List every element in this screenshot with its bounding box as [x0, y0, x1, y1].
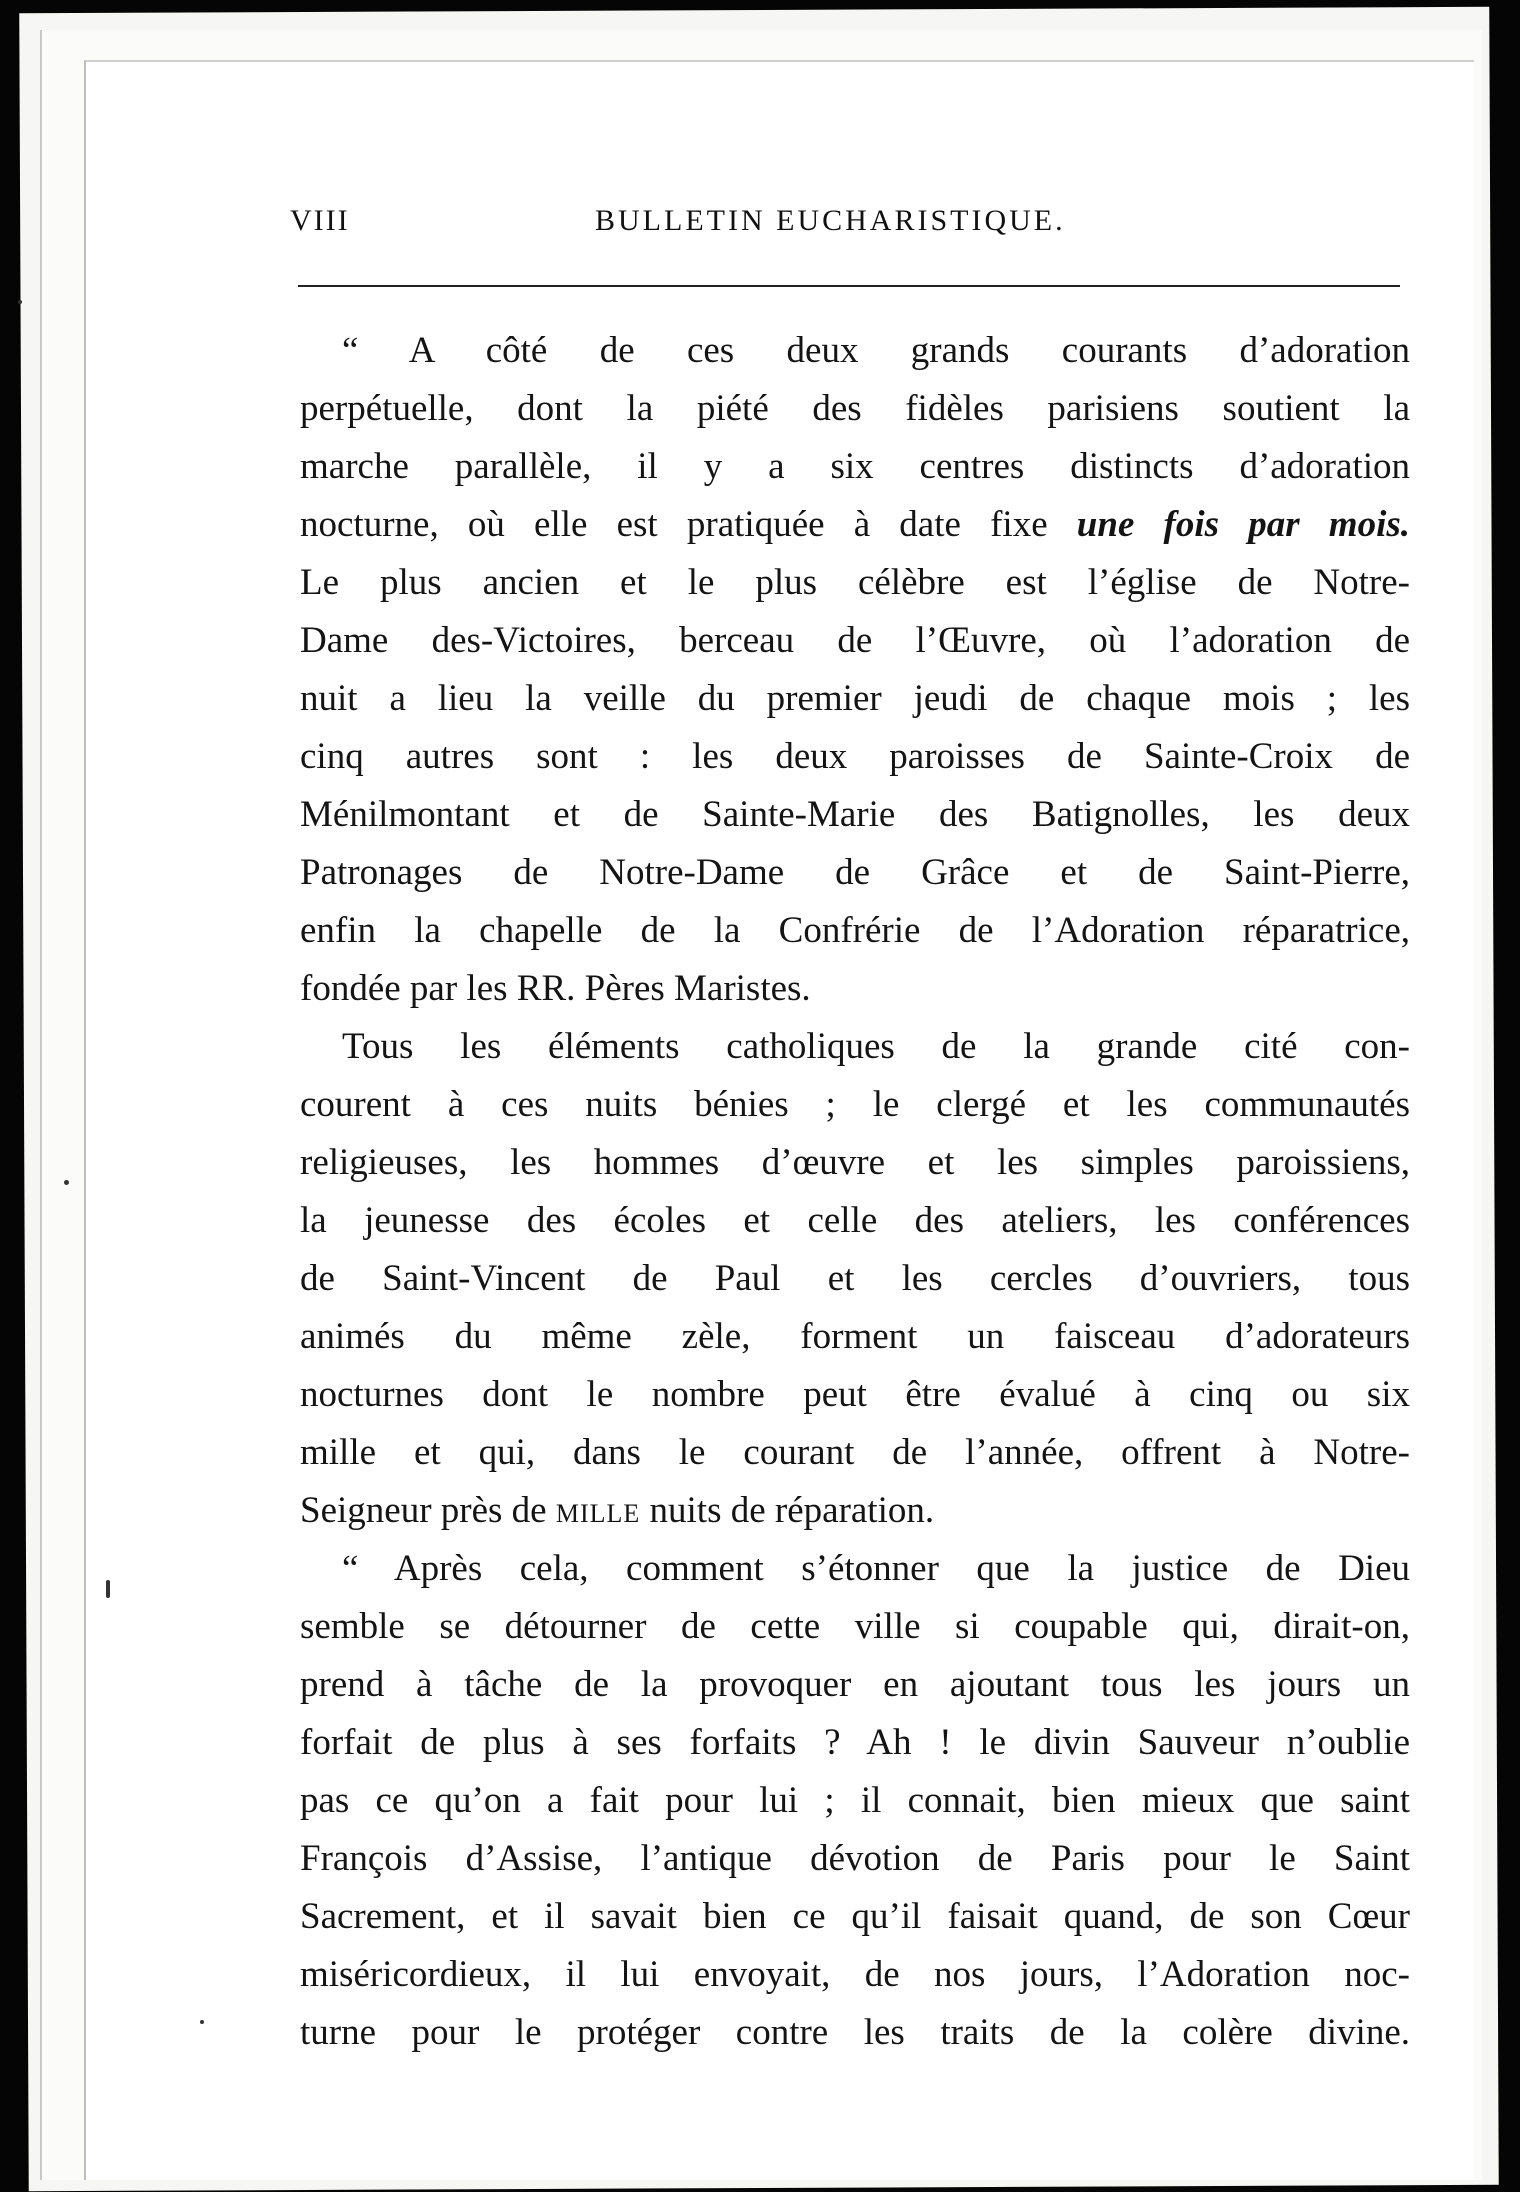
text-line: religieuses, les hommes d’œuvre et les simples paroissiens,	[300, 1142, 1410, 1183]
paragraph-1	[300, 322, 1410, 1018]
text-line: Tous les éléments catholiques de la grande cité con-	[342, 1026, 1410, 1067]
text-line-with-italic	[300, 496, 1410, 554]
text-line: forfait de plus à ses forfaits ? Ah ! le divin Sauveur n’oublie	[300, 1722, 1410, 1763]
text-line: prend à tâche de la provoquer en ajoutant tous les jours un	[300, 1664, 1410, 1705]
text-line: fondée par les RR. Pères Maristes.	[300, 968, 811, 1009]
text-line: courent à ces nuits bénies ; le clergé et les communautés	[300, 1084, 1410, 1125]
text-line: turne pour le protéger contre les traits de la colère divine.	[300, 2012, 1410, 2053]
text-line-with-smallcaps	[300, 1482, 1410, 1540]
smallcaps-word: mille	[555, 1490, 641, 1531]
running-head	[290, 200, 1400, 250]
text-line: perpétuelle, dont la piété des fidèles parisiens soutient la	[300, 388, 1410, 429]
text-segment: nuits de réparation.	[640, 1490, 935, 1531]
text-line: de Saint-Vincent de Paul et les cercles d’ouvriers, tous	[300, 1258, 1410, 1299]
text-line: Sacrement, et il savait bien ce qu’il faisait quand, de son Cœur	[300, 1896, 1410, 1937]
paragraph-2	[300, 1018, 1410, 1540]
text-line: animés du même zèle, forment un faisceau d’adorateurs	[300, 1316, 1410, 1357]
text-line: la jeunesse des écoles et celle des ateliers, les conférences	[300, 1200, 1410, 1241]
text-line: Le plus ancien et le plus célèbre est l’église de Notre-	[300, 562, 1410, 603]
scan-speck	[64, 1180, 69, 1185]
text-line: Patronages de Notre-Dame de Grâce et de Saint-Pierre,	[300, 852, 1410, 893]
text-line: “ Après cela, comment s’étonner que la justice de Dieu	[342, 1548, 1410, 1589]
text-line: pas ce qu’on a fait pour lui ; il connait, bien mieux que saint	[300, 1780, 1410, 1821]
text-segment: Seigneur près de	[300, 1490, 556, 1531]
page-folio: VIII	[290, 204, 350, 237]
text-line: Dame des-Victoires, berceau de l’Œuvre, où l’adoration de	[300, 620, 1410, 661]
scan-speck	[200, 2020, 204, 2024]
text-line: mille et qui, dans le courant de l’année, offrent à Notre-	[300, 1432, 1410, 1473]
text-line: semble se détourner de cette ville si coupable qui, dirait-on,	[300, 1606, 1410, 1647]
text-line: nocturnes dont le nombre peut être évalué à cinq ou six	[300, 1374, 1410, 1415]
italic-phrase: une fois par mois.	[1076, 504, 1410, 545]
scan-speck	[18, 300, 22, 304]
scan-speck	[106, 1580, 110, 1598]
header-rule	[298, 285, 1400, 287]
text-line: miséricordieux, il lui envoyait, de nos jours, l’Adoration noc-	[300, 1954, 1410, 1995]
running-title: BULLETIN EUCHARISTIQUE.	[595, 204, 1066, 237]
text-line: marche parallèle, il y a six centres distincts d’adoration	[300, 446, 1410, 487]
text-line: François d’Assise, l’antique dévotion de Paris pour le Saint	[300, 1838, 1410, 1879]
text-line: nuit a lieu la veille du premier jeudi de chaque mois ; les	[300, 678, 1410, 719]
body-text	[300, 322, 1410, 2062]
text-line: “ A côté de ces deux grands courants d’adoration	[342, 330, 1410, 371]
text-line: cinq autres sont : les deux paroisses de Sainte-Croix de	[300, 736, 1410, 777]
text-segment: nocturne, où elle est pratiquée à date fixe	[300, 504, 1077, 545]
text-line: enfin la chapelle de la Confrérie de l’Adoration réparatrice,	[300, 910, 1410, 951]
paragraph-3	[300, 1540, 1410, 2062]
text-line: Ménilmontant et de Sainte-Marie des Batignolles, les deux	[300, 794, 1410, 835]
